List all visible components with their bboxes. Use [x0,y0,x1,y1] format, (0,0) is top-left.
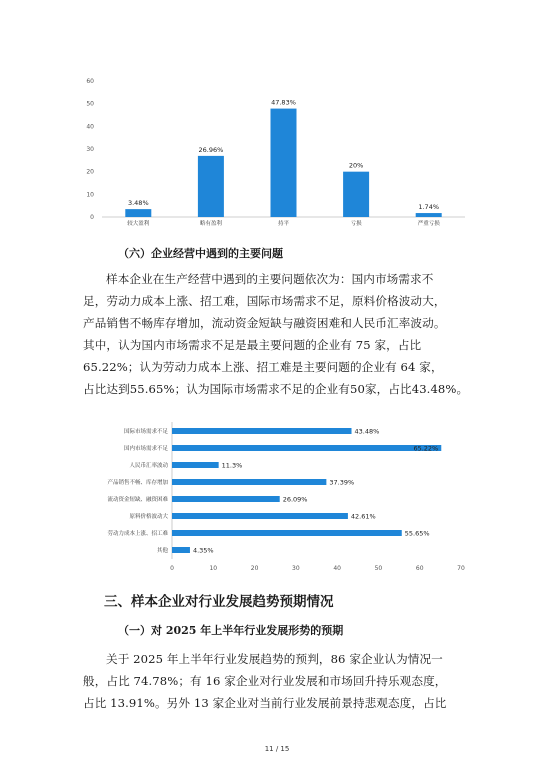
bar [172,530,402,536]
profit-bar-chart [80,68,480,228]
section-3-paragraph [83,648,475,714]
data-label: 47.83% [271,98,296,107]
category-label: 持平 [277,221,290,227]
data-label: 26.09% [282,495,308,504]
data-label: 55.65% [404,529,430,538]
paragraph-line: 产品销售不畅库存增加，流动资金短缺与融资困难和人民币汇率波动。 [83,316,446,330]
paragraph-line: 关于 2025 年上半年行业发展趋势的预判，86 家企业认为情况一 [106,652,443,666]
x-tick-label: 60 [415,565,424,572]
x-tick-label: 40 [333,565,341,572]
paragraph-line: 足，劳动力成本上涨、招工难，国际市场需求不足，原料价格波动大， [83,294,446,308]
paragraph-line: 占比 13.91%。另外 13 家企业对当前行业发展前景持悲观态度，占比 [83,696,447,710]
bar [271,109,297,217]
y-tick-label: 0 [90,214,94,221]
bar [172,513,348,519]
y-tick-label: 30 [86,146,94,153]
data-label: 11.3% [221,461,243,470]
category-label: 严重亏损 [417,221,440,227]
category-label: 较大盈利 [127,221,150,227]
bar [172,496,280,502]
data-label: 20% [348,161,364,170]
bar [198,156,224,217]
data-label: 42.61% [350,512,376,521]
bar [172,428,352,434]
category-label: 人民币汇率波动 [129,463,168,469]
category-label: 其他 [156,548,168,554]
bar [416,213,442,217]
data-label: 4.35% [192,546,214,555]
section-3-heading: 三、样本企业对行业发展趋势预期情况 [104,594,334,610]
x-tick-label: 30 [292,565,300,572]
category-label: 国际市场需求不足 [123,429,168,435]
problems-bar-chart [90,418,480,578]
paragraph-line: 般，占比 74.78%；有 16 家企业对行业发展和市场回升持乐观态度， [83,674,447,688]
bar [172,462,219,468]
y-tick-label: 40 [86,123,94,131]
bar [125,209,151,217]
category-label: 流动资金短缺、融资困难 [107,497,168,503]
section-3-1-heading: （一）对 2025 年上半年行业发展形势的预期 [118,624,344,637]
bar [172,547,190,553]
y-tick-label: 50 [86,100,94,108]
section-6-paragraph [83,268,475,400]
category-label: 略有盈利 [199,221,222,227]
x-tick-label: 20 [250,565,259,572]
category-label: 国内市场需求不足 [123,446,168,452]
category-label: 劳动力成本上涨、招工难 [107,531,168,537]
section-6-heading: （六）企业经营中遇到的主要问题 [118,247,283,260]
bar [172,479,326,485]
page-number: 11 / 15 [264,745,290,753]
y-tick-label: 10 [86,191,94,199]
paragraph-line: 65.22%；认为劳动力成本上涨、招工难是主要问题的企业有 64 家， [83,360,443,374]
bar [172,445,441,451]
x-tick-label: 70 [457,565,465,572]
paragraph-line: 样本企业在生产经营中遇到的主要问题依次为：国内市场需求不 [106,272,434,286]
y-tick-label: 60 [86,78,94,85]
data-label: 1.74% [418,203,440,212]
paragraph-line: 其中，认为国内市场需求不足是最主要问题的企业有 75 家，占比 [83,338,422,352]
bar [343,172,369,217]
x-tick-label: 50 [374,565,383,572]
category-label: 亏损 [350,221,362,227]
x-tick-label: 10 [209,565,218,572]
data-label: 26.96% [198,145,224,154]
data-label: 65.22% [413,444,439,453]
data-label: 43.48% [354,427,380,436]
category-label: 原料价格波动大 [129,514,168,520]
category-label: 产品销售不畅、库存增加 [107,480,168,486]
paragraph-line: 占比达到55.65%；认为国际市场需求不足的企业有50家，占比43.48%。 [83,382,469,396]
data-label: 37.39% [329,478,355,487]
y-tick-label: 20 [86,168,94,176]
data-label: 3.48% [127,199,149,208]
x-tick-label: 0 [170,565,174,572]
